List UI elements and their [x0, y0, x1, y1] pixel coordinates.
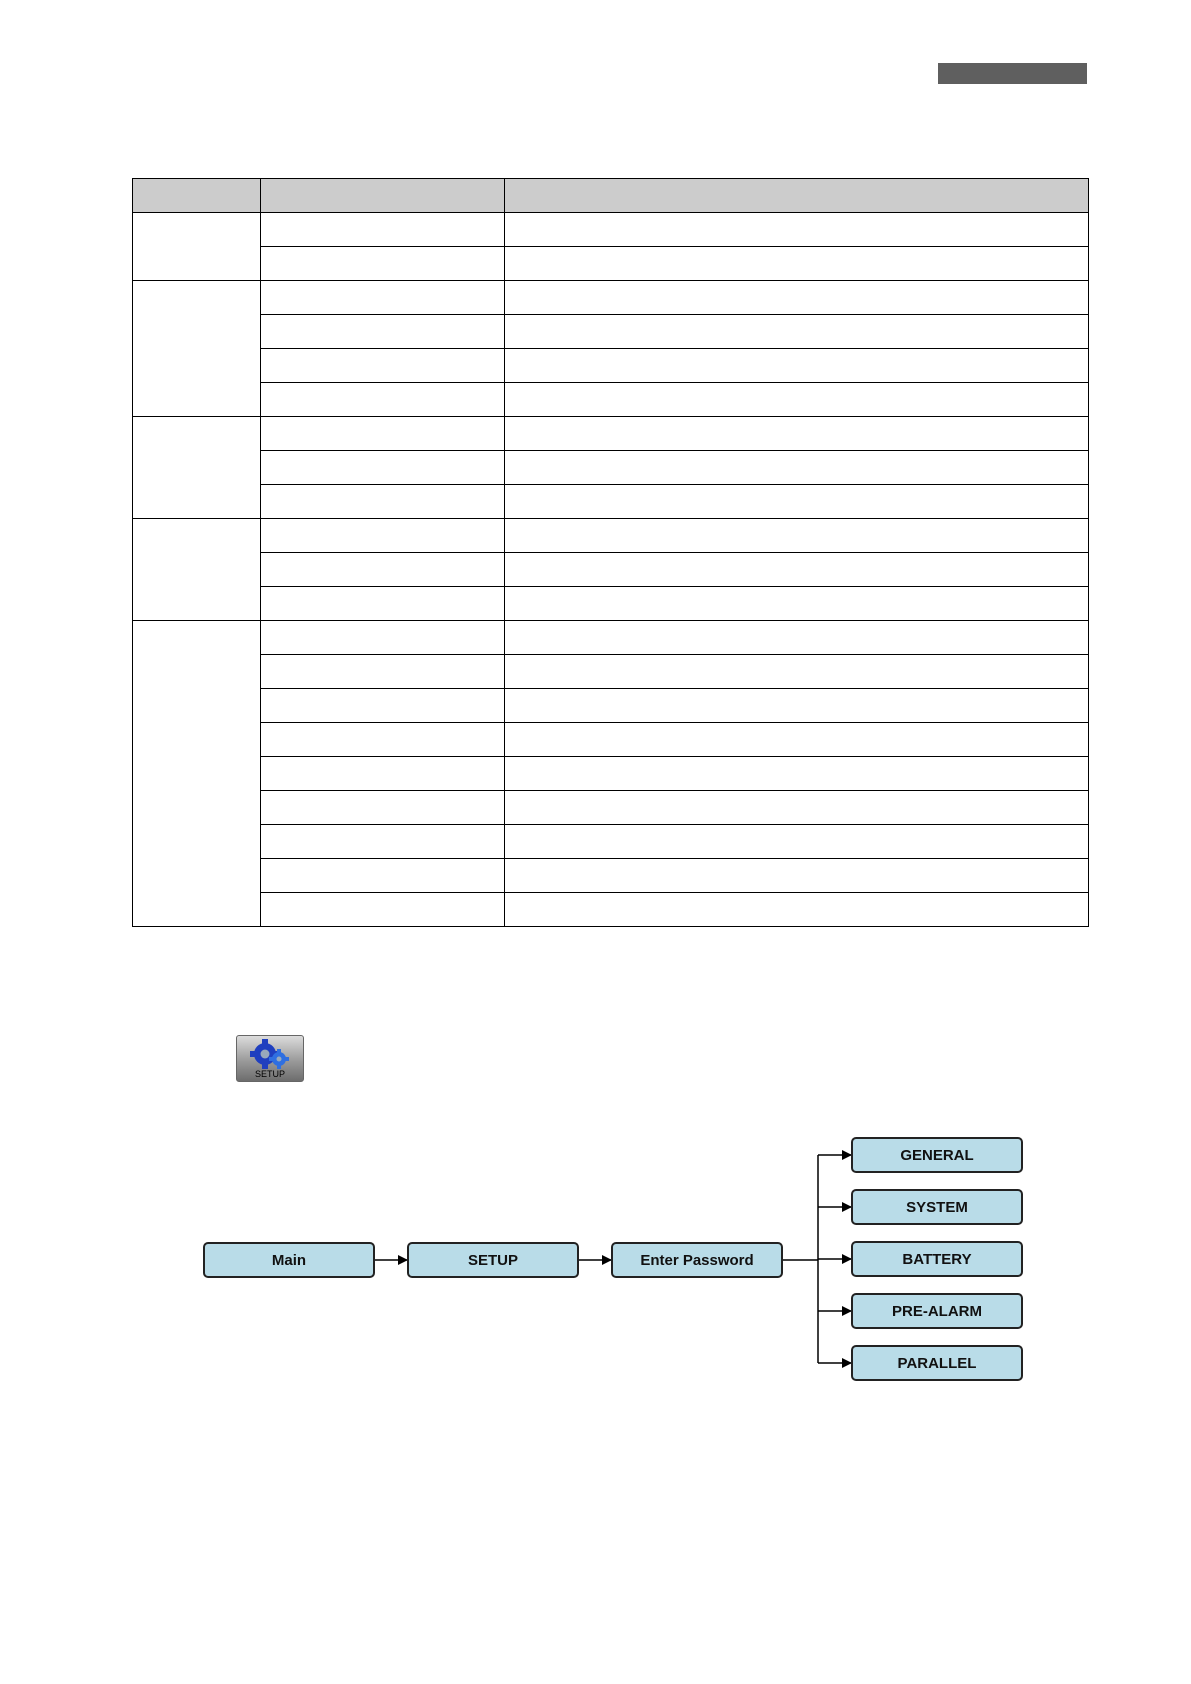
flow-node-label: Enter Password — [640, 1252, 754, 1269]
flow-nodes — [204, 1138, 1022, 1380]
flow-node-chain-2 — [612, 1243, 782, 1277]
flow-node-branch-1 — [852, 1190, 1022, 1224]
flow-node-label: SETUP — [467, 1252, 519, 1269]
setup-icon-label: SETUP — [254, 1069, 285, 1079]
flow-node-chain-0 — [204, 1243, 374, 1277]
flow-node-branch-2 — [852, 1242, 1022, 1276]
flow-node-label: PRE-ALARM — [892, 1303, 982, 1320]
flow-node-branch-3 — [852, 1294, 1022, 1328]
flow-node-label: BATTERY — [902, 1251, 972, 1268]
flow-node-label: Main — [271, 1252, 307, 1269]
flow-node-label: PARALLEL — [897, 1355, 977, 1372]
flow-node-chain-1 — [408, 1243, 578, 1277]
flow-node-label: GENERAL — [900, 1147, 974, 1164]
flow-node-label: SYSTEM — [906, 1199, 968, 1216]
flow-node-branch-4 — [852, 1346, 1022, 1380]
flow-node-branch-0 — [852, 1138, 1022, 1172]
